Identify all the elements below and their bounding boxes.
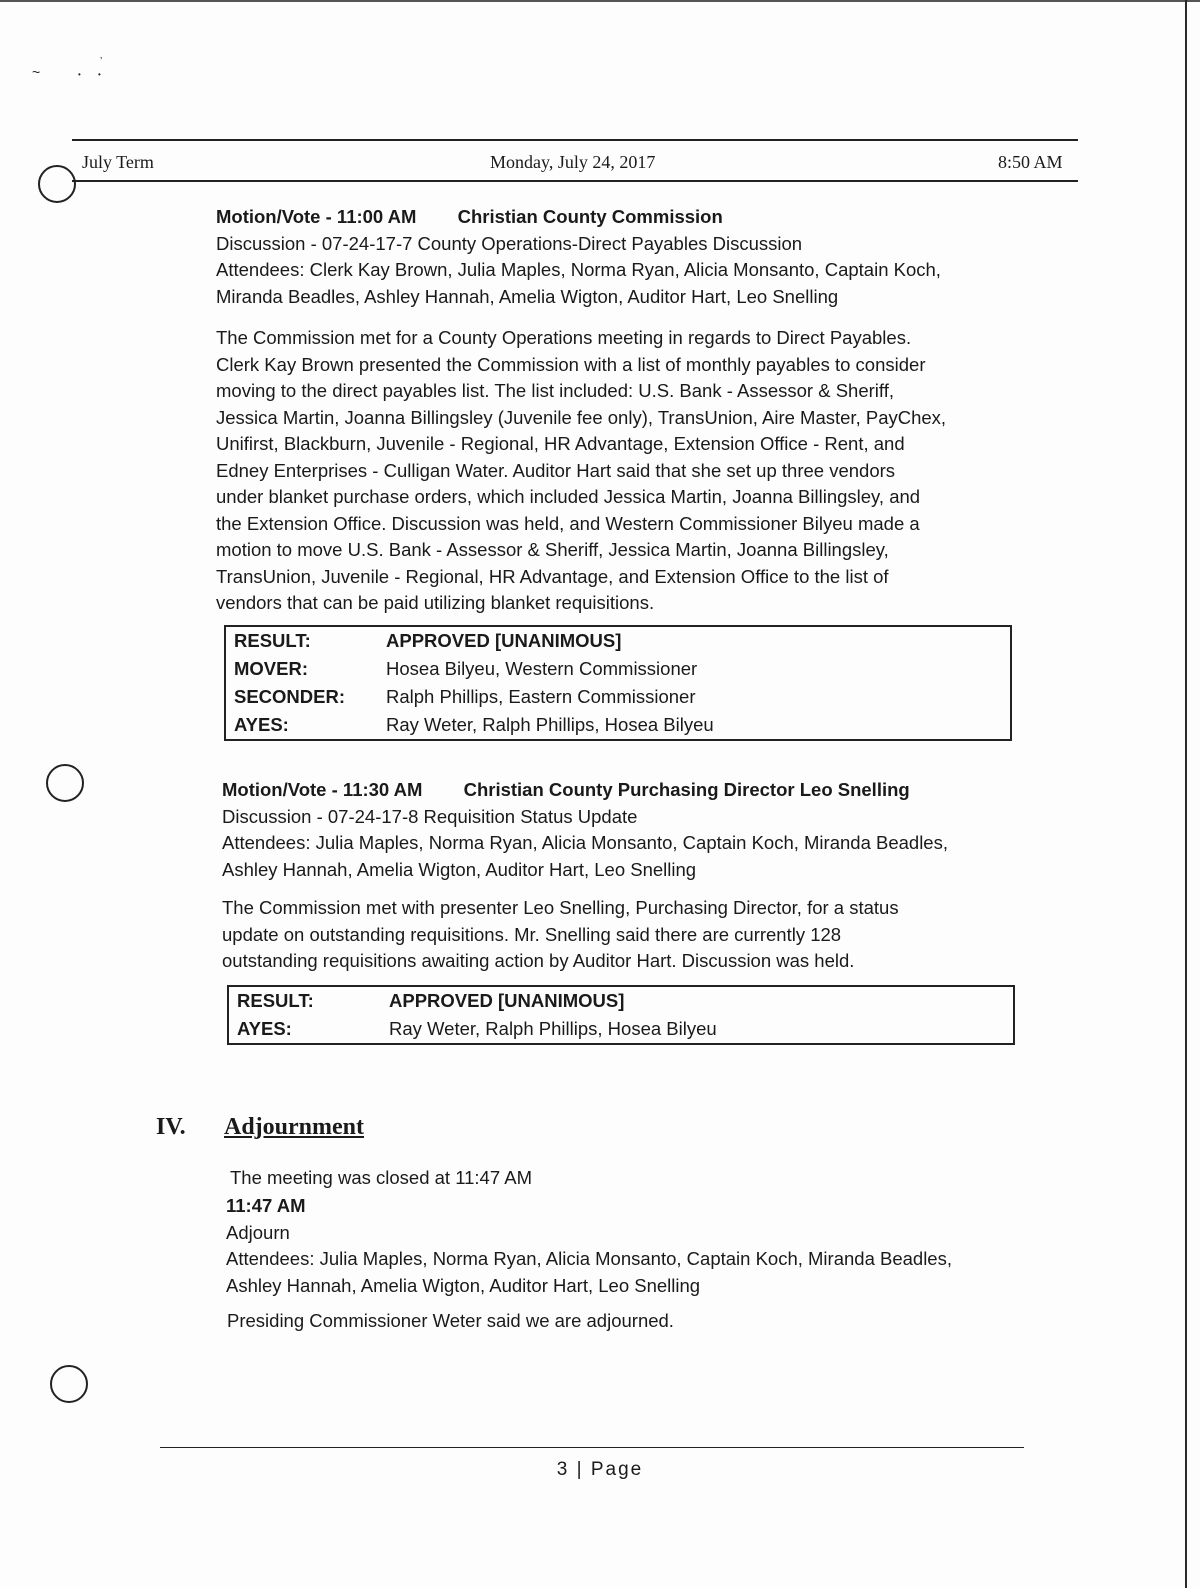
scan-speck: ~ [32, 64, 41, 80]
motion-2-paragraph [222, 895, 899, 975]
adjournment-time: 11:47 AM [226, 1195, 306, 1216]
punch-hole [50, 1365, 88, 1403]
vote-label: AYES: [234, 714, 289, 735]
scan-speck: • [78, 70, 81, 79]
header-rule [72, 180, 1078, 182]
motion-1-heading [216, 204, 941, 310]
vote-label: AYES: [237, 1018, 292, 1039]
vote-row-result [229, 987, 1013, 1015]
paragraph-line: moving to the direct payables list. The list included: U.S. Bank - Assessor & Sheriff, [216, 380, 894, 401]
vote-result-box [227, 985, 1015, 1045]
adjournment-statement: Presiding Commissioner Weter said we are adjourned. [227, 1310, 674, 1331]
punch-hole [46, 764, 84, 802]
vote-value: APPROVED [UNANIMOUS] [386, 630, 622, 651]
attendees-line: Attendees: Clerk Kay Brown, Julia Maples, Norma Ryan, Alicia Monsanto, Captain Koch, [216, 259, 941, 280]
motion-body: Christian County Commission [457, 206, 723, 227]
section-title: Adjournment [224, 1114, 365, 1140]
paragraph-line: The Commission met for a County Operations meeting in regards to Direct Payables. [216, 327, 912, 348]
vote-label: RESULT: [237, 990, 314, 1011]
scan-edge-top [0, 0, 1200, 2]
paragraph-line: the Extension Office. Discussion was held, and Western Commissioner Bilyeu made a [216, 512, 920, 534]
vote-row-ayes [226, 711, 1010, 739]
header-date: Monday, July 24, 2017 [490, 152, 656, 172]
paragraph-line: Clerk Kay Brown presented the Commission with a list of monthly payables to consider [216, 353, 926, 375]
vote-value: Hosea Bilyeu, Western Commissioner [386, 658, 698, 679]
adjournment-closed: The meeting was closed at 11:47 AM [230, 1167, 532, 1188]
paragraph-line: The Commission met with presenter Leo Snelling, Purchasing Director, for a status [222, 897, 899, 918]
vote-row-ayes [229, 1015, 1013, 1043]
paragraph-line: Jessica Martin, Joanna Billingsley (Juvenile fee only), TransUnion, Aire Master, PayChex, [216, 406, 947, 428]
vote-value: Ray Weter, Ralph Phillips, Hosea Bilyeu [386, 714, 714, 735]
scan-speck: ’ [100, 56, 103, 67]
adjournment-item: Adjourn [226, 1221, 290, 1243]
header-rule [72, 139, 1078, 141]
paragraph-line: under blanket purchase orders, which included Jessica Martin, Joanna Billingsley, and [216, 486, 921, 507]
motion-1-paragraph [216, 325, 946, 617]
paragraph-line: motion to move U.S. Bank - Assessor & Sheriff, Jessica Martin, Joanna Billingsley, [216, 539, 889, 560]
page-number: 3 | Page [556, 1459, 644, 1480]
adjournment-details [226, 1193, 952, 1299]
motion-label: Motion/Vote - [222, 779, 338, 800]
vote-value: Ray Weter, Ralph Phillips, Hosea Bilyeu [389, 1018, 717, 1039]
paragraph-line: Edney Enterprises - Culligan Water. Auditor Hart said that she set up three vendors [216, 459, 896, 481]
vote-result-box [224, 625, 1012, 741]
vote-row-result [226, 627, 1010, 655]
vote-row-mover [226, 655, 1010, 683]
footer-rule [160, 1447, 1024, 1448]
attendees-line: Attendees: Julia Maples, Norma Ryan, Alicia Monsanto, Captain Koch, Miranda Beadles, [222, 832, 948, 853]
motion-time: 11:30 AM [342, 779, 423, 800]
motion-body: Christian County Purchasing Director Leo Snelling [463, 779, 910, 800]
paragraph-line: update on outstanding requisitions. Mr. Snelling said there are currently 128 [222, 923, 842, 945]
attendees-line: Miranda Beadles, Ashley Hannah, Amelia Wigton, Auditor Hart, Leo Snelling [216, 285, 839, 307]
vote-label: SECONDER: [234, 686, 346, 707]
paragraph-line: TransUnion, Juvenile - Regional, HR Advantage, and Extension Office to the list of [216, 565, 889, 587]
section-number: IV. [156, 1114, 186, 1140]
attendees-line: Attendees: Julia Maples, Norma Ryan, Alicia Monsanto, Captain Koch, Miranda Beadles, [226, 1248, 952, 1269]
punch-hole [38, 165, 76, 203]
attendees-line: Ashley Hannah, Amelia Wigton, Auditor Hart, Leo Snelling [222, 858, 697, 880]
vote-label: MOVER: [234, 658, 308, 679]
paragraph-line: Unifirst, Blackburn, Juvenile - Regional, HR Advantage, Extension Office - Rent, and [216, 433, 905, 454]
header-term: July Term [82, 152, 154, 172]
paragraph-line: outstanding requisitions awaiting action by Auditor Hart. Discussion was held. [222, 950, 855, 971]
discussion-line: Discussion - 07-24-17-8 Requisition Status Update [222, 805, 638, 827]
vote-value: Ralph Phillips, Eastern Commissioner [386, 686, 696, 707]
scan-speck: • [98, 70, 101, 79]
motion-time: 11:00 AM [336, 206, 417, 227]
discussion-line: Discussion - 07-24-17-7 County Operations-Direct Payables Discussion [216, 232, 803, 254]
attendees-line: Ashley Hannah, Amelia Wigton, Auditor Hart, Leo Snelling [226, 1274, 701, 1296]
vote-label: RESULT: [234, 630, 311, 651]
scan-edge-right [1185, 0, 1187, 1588]
vote-row-seconder [226, 683, 1010, 711]
paragraph-line: vendors that can be paid utilizing blanket requisitions. [216, 592, 655, 613]
header-time: 8:50 AM [998, 152, 1063, 172]
motion-2-heading [222, 777, 948, 883]
vote-value: APPROVED [UNANIMOUS] [389, 990, 625, 1011]
motion-label: Motion/Vote - [216, 206, 332, 227]
